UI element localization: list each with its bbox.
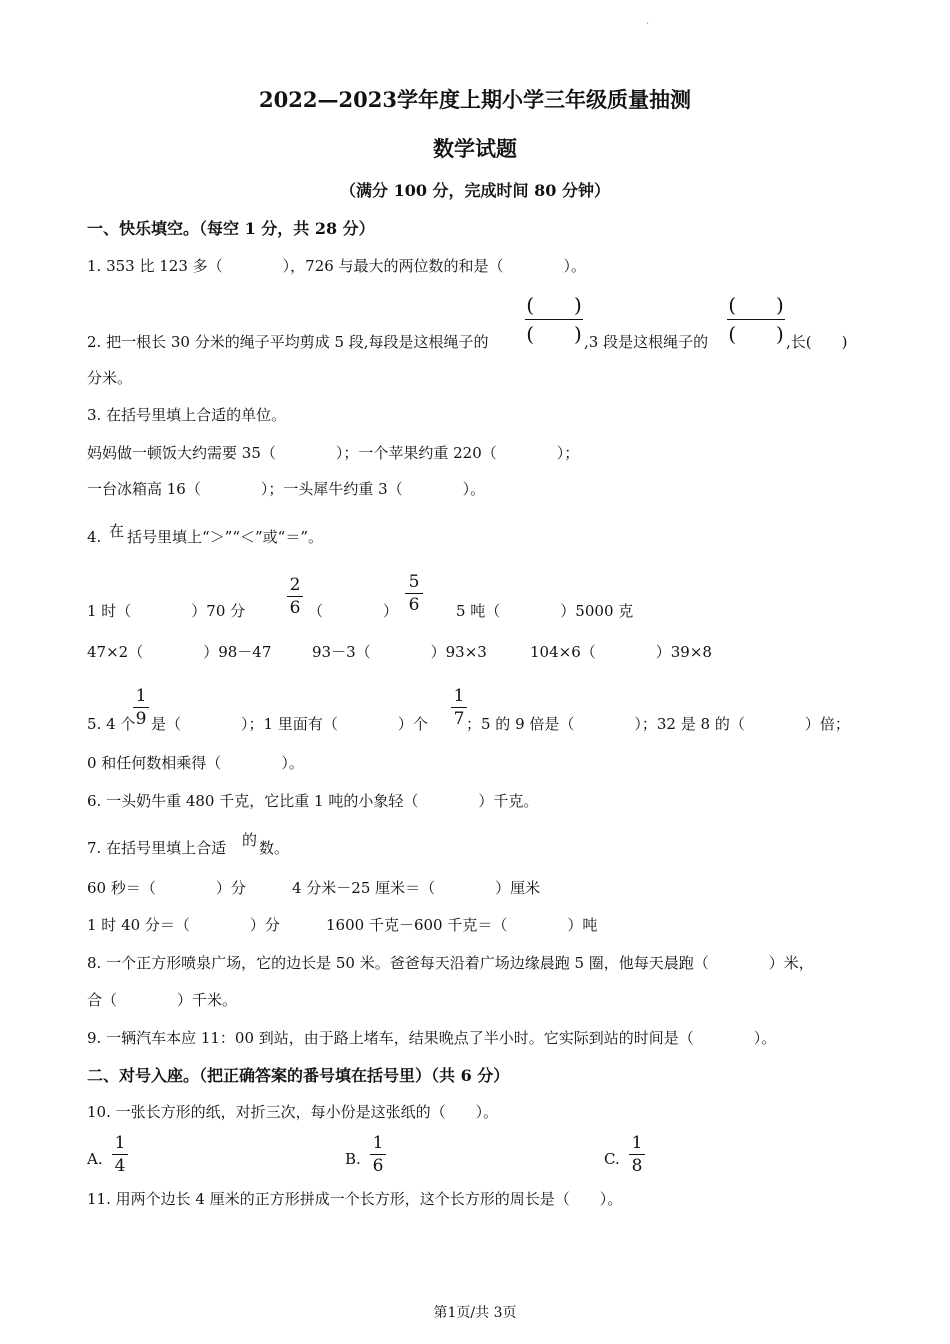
question-4-compare-3: 5 吨（ ）5000 克: [456, 602, 634, 620]
question-8-line2: 合（ ）千米。: [87, 991, 238, 1009]
exam-subject: 数学试题: [433, 136, 517, 161]
question-3-line1: 妈妈做一顿饭大约需要 35（ ）；一个苹果约重 220（ ）；: [87, 444, 580, 462]
scan-dot: .: [646, 16, 650, 27]
question-2-part4: 分米。: [87, 369, 133, 387]
question-11: 11. 用两个边长 4 厘米的正方形拼成一个长方形，这个长方形的周长是（ ）。: [87, 1190, 623, 1208]
fraction-numerator: 1: [631, 1133, 643, 1153]
fraction-1-7: [451, 686, 467, 729]
question-4-compare-1: 1 时（ ）70 分: [87, 602, 246, 620]
question-10-stem: 10. 一张长方形的纸，对折三次，每小份是这张纸的（ ）。: [87, 1103, 499, 1121]
fraction-denominator: 6: [372, 1156, 384, 1176]
page-footer: 第1页/共 3页: [433, 1305, 517, 1321]
option-a-fraction: [112, 1133, 128, 1176]
option-a-label: A.: [87, 1150, 103, 1168]
question-3-line2: 一台冰箱高 16（ ）；一头犀牛约重 3（ ）。: [87, 480, 486, 498]
question-5-line2: 0 和任何数相乘得（ ）。: [87, 754, 304, 772]
question-2-fraction-2: [727, 293, 785, 346]
question-8-line1: 8. 一个正方形喷泉广场，它的边长是 50 米。爸爸每天沿着广场边缘晨跑 5 圈，他每天晨跑（ ）米，: [87, 954, 814, 972]
fraction-denominator: 8: [631, 1156, 643, 1176]
question-2-part3: ,长( ): [786, 333, 848, 351]
fraction-numerator: 1: [453, 686, 465, 706]
question-2-part1: 2. 把一根长 30 分米的绳子平均剪成 5 段,每段是这根绳子的: [87, 333, 489, 351]
fraction-numerator: 5: [408, 572, 420, 592]
question-4-compare-2-blank: （ ）: [308, 602, 399, 620]
question-4-compare-4: 47×2（ ）98－47: [87, 643, 272, 661]
question-4-raised-char: 在: [109, 522, 125, 540]
fraction-numerator: 2: [289, 575, 301, 595]
exam-info: （满分 100 分，完成时间 80 分钟）: [340, 181, 610, 200]
question-7-item-2: 4 分米－25 厘米＝（ ）厘米: [292, 879, 541, 897]
section2-heading: 二、对号入座。（把正确答案的番号填在括号里）（共 6 分）: [87, 1066, 510, 1085]
question-7-item-4: 1600 千克－600 千克＝（ ）吨: [326, 916, 598, 934]
question-4-compare-6: 104×6（ ）39×8: [530, 643, 712, 661]
question-5-part-b: 是（ ）；1 里面有（ ）个: [151, 715, 428, 733]
question-3-stem: 3. 在括号里填上合适的单位。: [87, 406, 287, 424]
question-1: 1. 353 比 123 多（ ），726 与最大的两位数的和是（ ）。: [87, 257, 587, 275]
question-2-fraction-1: [525, 293, 583, 346]
question-6: 6. 一头奶牛重 480 千克，它比重 1 吨的小象轻（ ）千克。: [87, 792, 539, 810]
fraction-denominator: 4: [114, 1156, 126, 1176]
option-c-label: C.: [604, 1150, 620, 1168]
fraction-denominator-box: ( ): [728, 322, 784, 346]
option-b-label: B.: [345, 1150, 361, 1168]
fraction-denominator: 7: [453, 709, 465, 729]
option-c-fraction: [629, 1133, 645, 1176]
fraction-numerator: 1: [114, 1133, 126, 1153]
question-5-part-c: ；5 的 9 倍是（ ）；32 是 8 的（ ）倍；: [466, 715, 850, 733]
section1-heading: 一、快乐填空。（每空 1 分，共 28 分）: [87, 219, 375, 238]
exam-title: 2022—2023学年度上期小学三年级质量抽测: [259, 87, 691, 112]
fraction-denominator: 6: [289, 598, 301, 618]
fraction-denominator: 9: [135, 709, 147, 729]
question-4-compare-5: 93－3（ ）93×3: [312, 643, 487, 661]
question-7-stem-a: 7. 在括号里填上合适: [87, 839, 227, 857]
fraction-numerator-box: ( ): [728, 293, 784, 317]
question-4-number: 4.: [87, 528, 102, 546]
question-7-stem-b: 数。: [259, 839, 290, 857]
fraction-2-6: [287, 575, 303, 618]
fraction-numerator: 1: [135, 686, 147, 706]
question-4-stem: 括号里填上“＞”“＜”或“＝”。: [127, 528, 324, 546]
question-5-part-a: 5. 4 个: [87, 715, 136, 733]
fraction-denominator: 6: [408, 595, 420, 615]
option-b-fraction: [370, 1133, 386, 1176]
question-2-part2: ,3 段是这根绳子的: [584, 333, 709, 351]
fraction-numerator-box: ( ): [526, 293, 582, 317]
question-7-item-1: 60 秒＝（ ）分: [87, 879, 246, 897]
question-7-item-3: 1 时 40 分＝（ ）分: [87, 916, 280, 934]
fraction-5-6: [405, 572, 423, 615]
question-9: 9. 一辆汽车本应 11：00 到站，由于路上堵车，结果晚点了半小时。它实际到站的时间是（ ）。: [87, 1029, 777, 1047]
fraction-1-9: [133, 686, 149, 729]
fraction-denominator-box: ( ): [526, 322, 582, 346]
question-7-raised-char: 的: [242, 831, 258, 849]
fraction-numerator: 1: [372, 1133, 384, 1153]
